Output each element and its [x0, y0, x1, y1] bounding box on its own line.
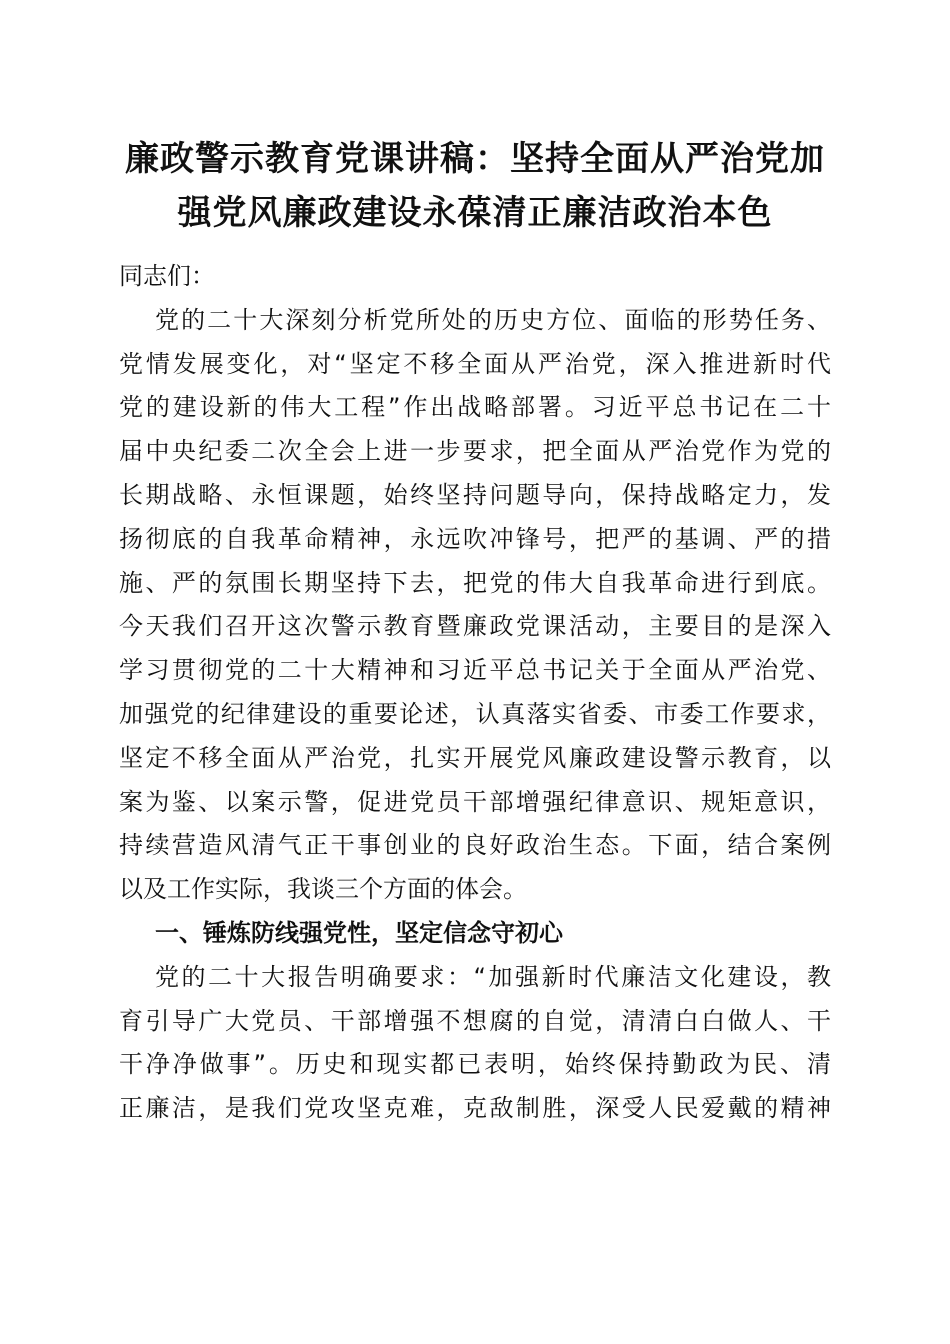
paragraph-2-line: 育引导广大党员、干部增强不想腐的自觉，清清白白做人、干	[119, 1006, 831, 1035]
paragraph-1-line: 施、严的氛围长期坚持下去，把党的伟大自我革命进行到底。	[119, 568, 831, 597]
section-1-heading: 一、锤炼防线强党性，坚定信念守初心	[155, 918, 563, 947]
paragraph-1-line: 党情发展变化，对“坚定不移全面从严治党，深入推进新时代	[119, 349, 831, 378]
paragraph-2	[119, 956, 831, 1131]
paragraph-1-line: 案为鉴、以案示警，促进党员干部增强纪律意识、规矩意识，	[119, 787, 831, 816]
paragraph-1-line: 坚定不移全面从严治党，扎实开展党风廉政建设警示教育，以	[119, 743, 831, 772]
paragraph-1-line: 长期战略、永恒课题，始终坚持问题导向，保持战略定力，发	[119, 480, 831, 509]
title-line-2: 强党风廉政建设永葆清正廉洁政治本色	[177, 193, 773, 233]
paragraph-1	[119, 299, 831, 912]
salutation: 同志们：	[119, 262, 215, 290]
paragraph-1-line: 届中央纪委二次全会上进一步要求，把全面从严治党作为党的	[119, 437, 831, 466]
paragraph-1-line: 党的建设新的伟大工程”作出战略部署。习近平总书记在二十	[119, 393, 831, 422]
paragraph-1-line: 党的二十大深刻分析党所处的历史方位、面临的形势任务、	[155, 305, 831, 334]
paragraph-1-line: 今天我们召开这次警示教育暨廉政党课活动，主要目的是深入	[119, 612, 831, 641]
document-title	[100, 132, 850, 240]
paragraph-1-line: 加强党的纪律建设的重要论述，认真落实省委、市委工作要求，	[119, 699, 831, 728]
paragraph-1-line: 扬彻底的自我革命精神，永远吹冲锋号，把严的基调、严的措	[119, 524, 831, 553]
paragraph-2-line: 干净净做事”。历史和现实都已表明，始终保持勤政为民、清	[119, 1050, 831, 1079]
paragraph-1-line: 以及工作实际，我谈三个方面的体会。	[119, 875, 527, 904]
paragraph-2-line: 正廉洁，是我们党攻坚克难，克敌制胜，深受人民爱戴的精神	[119, 1094, 831, 1123]
paragraph-2-line: 党的二十大报告明确要求：“加强新时代廉洁文化建设，教	[155, 962, 831, 991]
document-body	[119, 255, 831, 1131]
paragraph-1-line: 持续营造风清气正干事创业的良好政治生态。下面，结合案例	[119, 831, 831, 860]
paragraph-1-line: 学习贯彻党的二十大精神和习近平总书记关于全面从严治党、	[119, 656, 831, 685]
title-line-1: 廉政警示教育党课讲稿：坚持全面从严治党加	[125, 139, 825, 179]
